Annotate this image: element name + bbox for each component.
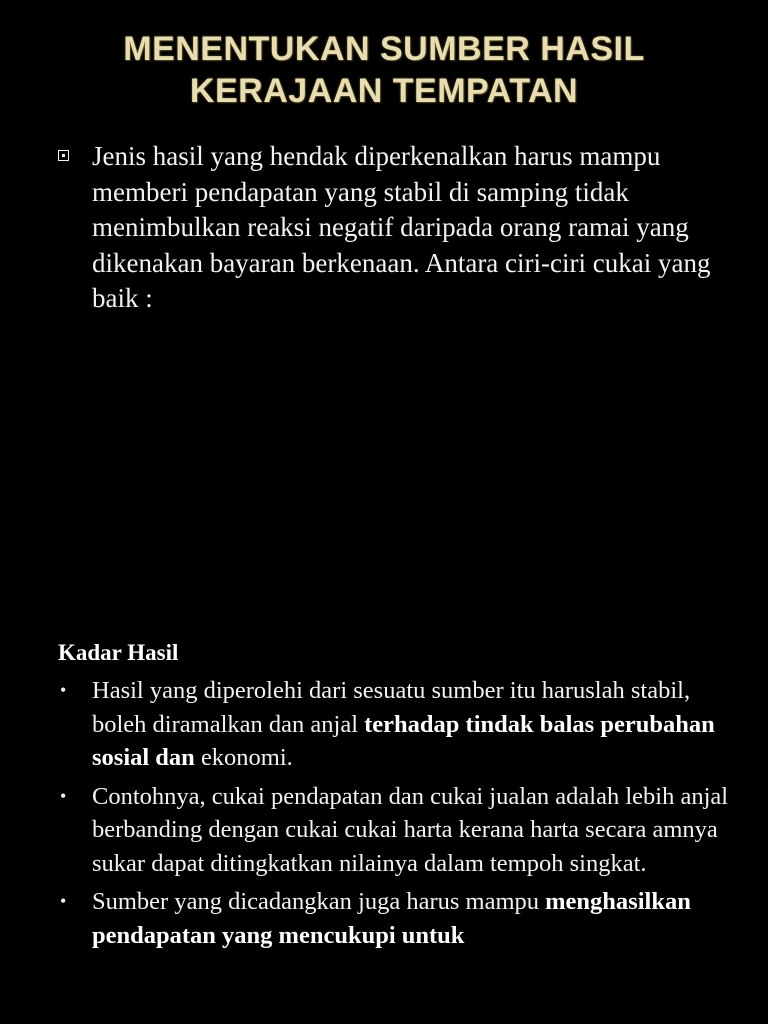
list-item-text-bold: terhadap tindak balas perubahan sosial dan xyxy=(92,710,715,771)
list-item xyxy=(58,780,738,881)
list-item-text xyxy=(92,780,738,881)
intro-paragraph xyxy=(58,139,730,317)
section-heading: Kadar Hasil xyxy=(58,640,179,665)
slide-title-line-1: MENENTUKAN SUMBER HASIL xyxy=(123,30,645,68)
list-item xyxy=(58,674,738,775)
list-item-text-tail: ekonomi. xyxy=(194,744,293,771)
bullet-dot-icon: • xyxy=(60,785,67,806)
intro-text: Jenis hasil yang hendak diperkenalkan harus mampu memberi pendapatan yang stabil di samping tidak menimbulkan reaksi negatif daripada orang ramai yang dikenakan bayaran berkenaan. Antara ciri-ciri cukai yang baik : xyxy=(92,141,711,313)
kadar-hasil-section xyxy=(58,636,738,957)
slide-title-line-2: KERAJAAN TEMPATAN xyxy=(189,72,579,110)
list-item-text xyxy=(92,674,738,775)
list-item-text-regular: Sumber yang dicadangkan juga harus mampu xyxy=(92,888,546,915)
list-item-text-regular: Hasil yang diperolehi dari sesuatu sumber itu haruslah stabil, boleh diramalkan dan anjal xyxy=(92,677,691,738)
intro-bullet xyxy=(58,139,92,317)
list-item-text-regular: Contohnya, cukai pendapatan dan cukai jualan adalah lebih anjal berbanding dengan cukai cukai harta kerana harta secara amnya sukar dapat ditingkatkan nilainya dalam tempoh singkat. xyxy=(92,782,729,877)
bullet-dot-icon: • xyxy=(60,891,67,911)
list-item-text xyxy=(92,885,738,952)
boxed-square-bullet-icon xyxy=(58,150,69,161)
list-item xyxy=(58,885,738,952)
slide-title xyxy=(0,28,768,112)
list-item-text-bold: menghasilkan pendapatan yang mencukupi untuk xyxy=(92,888,691,949)
bullet-dot-icon: • xyxy=(60,680,67,700)
